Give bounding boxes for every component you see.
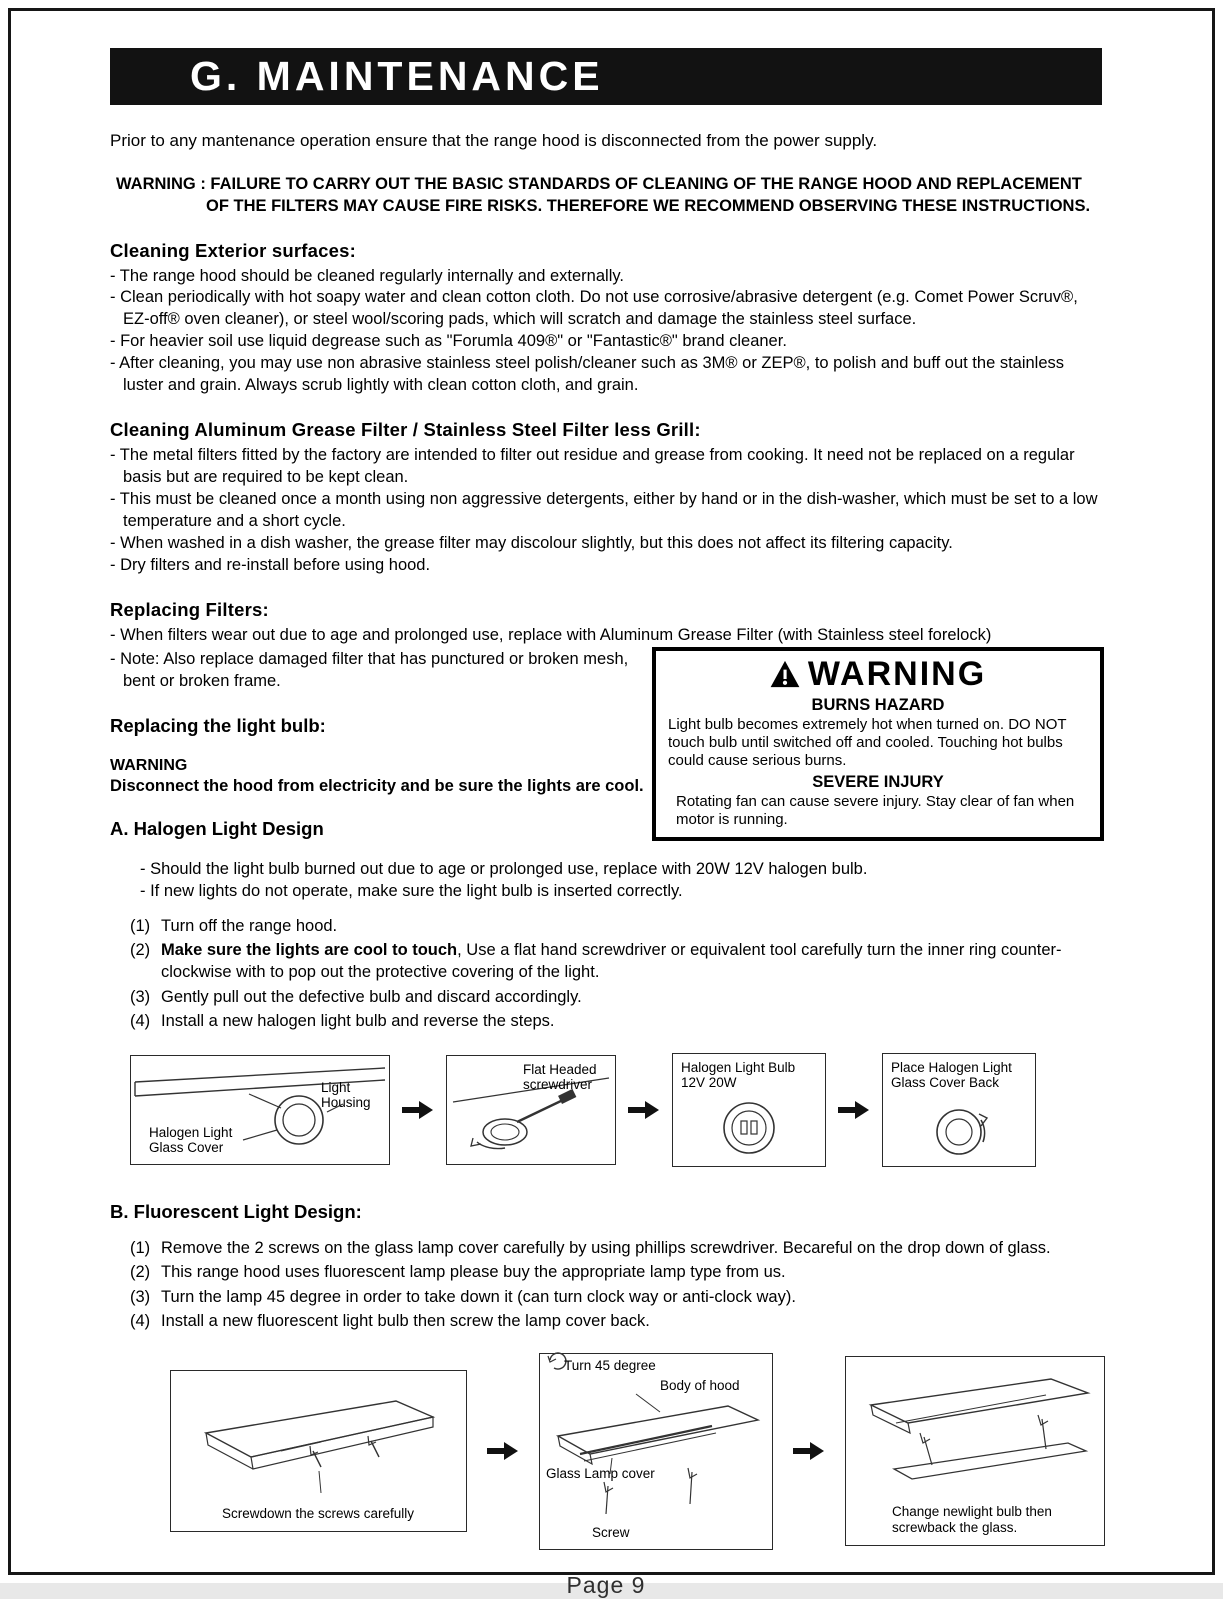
bullet-item: - Clean periodically with hot soapy water and clean cotton cloth. Do not use corrosive/abrasive detergent (e.g. Comet Power Scruv®, EZ-off® oven cleaner), or steel wool/scoring pads, which will scratch and damage the stainless steel surface. bbox=[110, 288, 1078, 329]
bullet-item: - Note: Also replace damaged filter that has punctured or broken mesh, bbox=[110, 649, 629, 668]
fluorescent-step-3 bbox=[130, 1286, 1102, 1308]
heading-replacing-bulb: Replacing the light bulb: bbox=[110, 714, 326, 736]
step-number: (1) bbox=[130, 1238, 151, 1257]
step-text-rest: , Use a flat hand screwdriver or equivalent tool carefully turn the inner ring counter-clockwise with to pop out the protective covering of the light. bbox=[161, 941, 1062, 982]
bullet-item: - When washed in a dish washer, the grease filter may discolour slightly, but this does not affect its filtering capacity. bbox=[110, 533, 953, 552]
arrow-right-icon bbox=[487, 1441, 519, 1461]
step-number: (1) bbox=[130, 916, 151, 935]
halogen-steps bbox=[130, 915, 1102, 1033]
step-text-bold: Make sure the lights are cool to touch bbox=[161, 941, 458, 960]
warning-triangle-icon bbox=[770, 660, 800, 688]
page-number: Page 9 bbox=[566, 1571, 646, 1598]
label-light-housing: Light Housing bbox=[321, 1079, 371, 1111]
step-number: (2) bbox=[130, 941, 151, 960]
fluorescent-step-1 bbox=[130, 1237, 1102, 1259]
bullet-item: - Dry filters and re-install before using hood. bbox=[110, 555, 431, 574]
diagram-halogen-glass-cover bbox=[130, 1055, 390, 1165]
disconnect-warning-text: Disconnect the hood from electricity and be sure the lights are cool. bbox=[110, 776, 644, 795]
fire-warning-line2: OF THE FILTERS MAY CAUSE FIRE RISKS. THEREFORE WE RECOMMEND OBSERVING THESE INSTRUCTIONS. bbox=[206, 197, 1091, 216]
diagram-turn-lamp bbox=[539, 1353, 773, 1550]
diagram-replace-bulb bbox=[845, 1356, 1105, 1546]
diagram-flat-screwdriver bbox=[446, 1055, 616, 1165]
step-number: (2) bbox=[130, 1263, 151, 1282]
halogen-step-1 bbox=[130, 915, 1102, 937]
severe-injury-heading: SEVERE INJURY bbox=[812, 772, 944, 791]
label-body-of-hood: Body of hood bbox=[660, 1377, 740, 1393]
step-text: Turn off the range hood. bbox=[161, 916, 338, 935]
diagram-screw-down bbox=[170, 1370, 467, 1532]
fire-warning-paragraph bbox=[110, 173, 1102, 218]
heading-cleaning-filters: Cleaning Aluminum Grease Filter / Stainless Steel Filter less Grill: bbox=[110, 419, 701, 441]
fluorescent-steps bbox=[130, 1237, 1102, 1333]
fluorescent-step-2 bbox=[130, 1261, 1102, 1283]
step-text: Turn the lamp 45 degree in order to take down it (can turn clock way or anti-clock way). bbox=[161, 1287, 796, 1306]
light-bulb-left-column bbox=[110, 649, 670, 840]
step-text: Install a new halogen light bulb and reverse the steps. bbox=[161, 1012, 555, 1031]
step-text: Install a new fluorescent light bulb then screw the lamp cover back. bbox=[161, 1312, 650, 1331]
section-title-bar bbox=[110, 48, 1102, 105]
heading-halogen-design: A. Halogen Light Design bbox=[110, 817, 324, 839]
warning-callout-box bbox=[652, 647, 1104, 841]
halogen-bullets bbox=[140, 859, 1102, 903]
warning-box-header bbox=[668, 655, 1088, 694]
diagram-halogen-bulb bbox=[672, 1053, 826, 1167]
caption-change-bulb: Change newlight bulb then screwback the glass. bbox=[892, 1504, 1052, 1535]
halogen-step-3 bbox=[130, 986, 1102, 1008]
label-glass-lamp-cover: Glass Lamp cover bbox=[546, 1465, 655, 1481]
step-text bbox=[161, 939, 1102, 984]
page-content bbox=[110, 0, 1102, 1599]
heading-fluorescent-design: B. Fluorescent Light Design: bbox=[110, 1200, 362, 1222]
step-number: (3) bbox=[130, 1287, 151, 1306]
bullet-item: - After cleaning, you may use non abrasive stainless steel polish/cleaner such as 3M® or ZEP®, to polish and buff out the stainless luster and grain. Always scrub lightly with clean cotton cloth, and grain. bbox=[110, 354, 1065, 395]
light-bulb-region bbox=[110, 649, 1102, 845]
step-text: This range hood uses fluorescent lamp please buy the appropriate lamp type from us. bbox=[161, 1263, 786, 1282]
bullet-item: - For heavier soil use liquid degrease such as "Forumla 409®" or "Fantastic®" brand cleaner. bbox=[110, 332, 787, 351]
intro-paragraph: Prior to any mantenance operation ensure that the range hood is disconnected from the power supply. bbox=[110, 131, 878, 150]
warning-label: WARNING bbox=[110, 756, 188, 774]
bullet-continuation: bent or broken frame. bbox=[123, 671, 281, 690]
step-text: Remove the 2 screws on the glass lamp cover carefully by using phillips screwdriver. Becareful on the drop down of glass. bbox=[161, 1238, 1051, 1257]
fluorescent-step-4 bbox=[130, 1310, 1102, 1332]
halogen-diagram-row bbox=[130, 1053, 1102, 1167]
halogen-step-2 bbox=[130, 939, 1102, 984]
arrow-right-icon bbox=[838, 1100, 870, 1120]
page-title: G. MAINTENANCE bbox=[190, 53, 604, 99]
label-place-cover-back: Place Halogen Light Glass Cover Back bbox=[891, 1059, 1012, 1091]
bullet-item: - If new lights do not operate, make sure the light bulb is inserted correctly. bbox=[140, 881, 683, 900]
diagram-cover-back bbox=[882, 1053, 1036, 1167]
fire-warning-line1: WARNING : FAILURE TO CARRY OUT THE BASIC STANDARDS OF CLEANING OF THE RANGE HOOD AND REPLACEMENT bbox=[116, 175, 1082, 193]
bullet-item: - When filters wear out due to age and prolonged use, replace with Aluminum Grease Filter (with Stainless steel forelock) bbox=[110, 625, 992, 644]
step-number: (4) bbox=[130, 1312, 151, 1331]
bullet-item: - Should the light bulb burned out due to age or prolonged use, replace with 20W 12V halogen bulb. bbox=[140, 859, 868, 878]
burns-hazard-heading: BURNS HAZARD bbox=[811, 695, 945, 714]
label-line2: 12V 20W bbox=[681, 1075, 737, 1091]
warning-box-title: WARNING bbox=[807, 654, 987, 693]
step-text: Gently pull out the defective bulb and discard accordingly. bbox=[161, 987, 582, 1006]
label-screw: Screw bbox=[592, 1525, 630, 1541]
caption-screw-down: Screwdown the screws carefully bbox=[221, 1505, 415, 1521]
bullet-item: - This must be cleaned once a month using non aggressive detergents, either by hand or in the dish-washer, which must be set to a low temperature and a short cycle. bbox=[110, 490, 1098, 530]
arrow-right-icon bbox=[402, 1100, 434, 1120]
halogen-step-4 bbox=[130, 1010, 1102, 1032]
label-line1: Halogen Light Bulb bbox=[681, 1059, 796, 1075]
bullet-item: - The metal filters fitted by the factory are intended to filter out residue and grease from cooking. It need not be replaced on a regular basis but are required to be kept clean. bbox=[110, 446, 1075, 487]
arrow-right-icon bbox=[628, 1100, 660, 1120]
label-flat-headed-screwdriver: Flat Headed screwdriver bbox=[523, 1061, 597, 1093]
arrow-right-icon bbox=[793, 1441, 825, 1461]
fluorescent-diagram-row bbox=[170, 1353, 1102, 1550]
burns-hazard-text: Light bulb becomes extremely hot when turned on. DO NOT touch bulb until switched off and cooled. Touching hot bulbs could cause serious burns. bbox=[668, 715, 1067, 770]
step-number: (3) bbox=[130, 987, 151, 1006]
label-halogen-light-bulb bbox=[681, 1060, 811, 1091]
severe-injury-text: Rotating fan can cause severe injury. Stay clear of fan when motor is running. bbox=[676, 792, 1075, 828]
heading-cleaning-exterior: Cleaning Exterior surfaces: bbox=[110, 239, 356, 261]
step-number: (4) bbox=[130, 1012, 151, 1031]
label-turn-45-degree: Turn 45 degree bbox=[564, 1357, 656, 1373]
label-halogen-glass-cover: Halogen Light Glass Cover bbox=[149, 1124, 233, 1156]
heading-replacing-filters: Replacing Filters: bbox=[110, 598, 269, 620]
bullet-item: - The range hood should be cleaned regularly internally and externally. bbox=[110, 266, 624, 285]
